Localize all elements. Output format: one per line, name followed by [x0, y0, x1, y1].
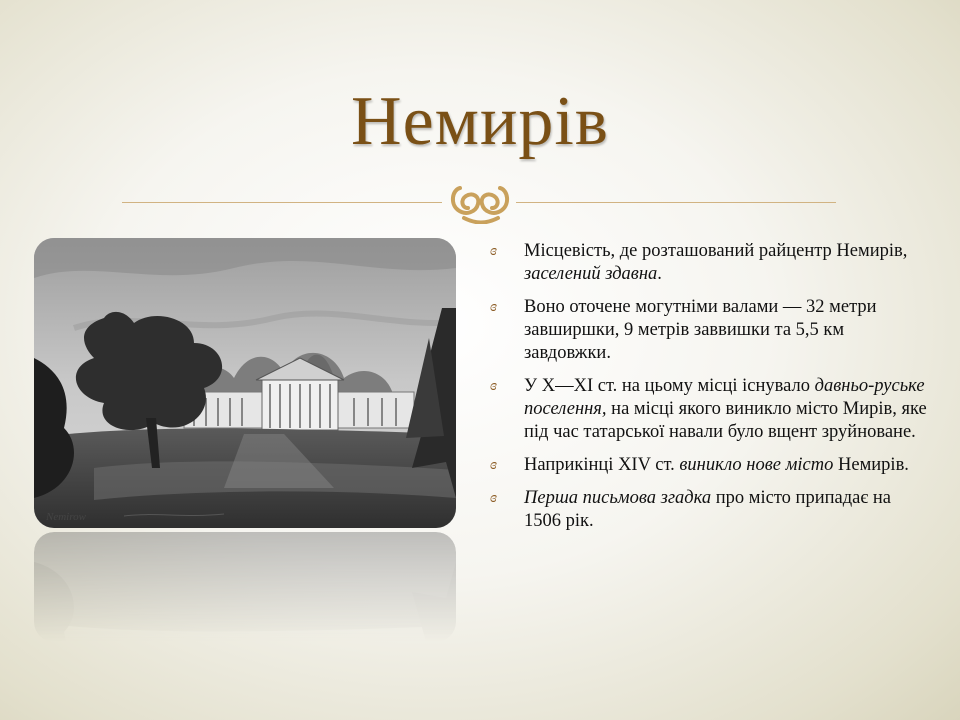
- palace-engraving-drawing: [34, 238, 456, 528]
- swirl-bullet-icon: ɞ: [490, 457, 498, 473]
- swirl-bullet-icon: ɞ: [490, 378, 498, 394]
- list-item: [490, 375, 930, 444]
- list-item: [490, 296, 930, 365]
- swirl-bullet-icon: ɞ: [490, 299, 498, 315]
- swirl-bullet-icon: ɞ: [490, 243, 498, 259]
- photo-caption: Nemirow: [46, 511, 86, 523]
- bullet-emphasis: заселений здавна: [524, 264, 658, 284]
- title-divider-left: [122, 202, 442, 203]
- bullet-text: на місці якого виникло місто Мирів, яке під час татарської навали було вщент зруйноване.: [524, 399, 927, 442]
- bullet-text: Воно оточене могутніми валами — 32 метри завширшки, 9 метрів заввишки та 5,5 км завдовжки.: [524, 297, 877, 363]
- list-item: [490, 487, 930, 533]
- bullet-list: [490, 240, 930, 543]
- bullet-emphasis: давньо-руське поселення,: [524, 376, 925, 419]
- photo-reflection: [34, 532, 456, 642]
- bullet-emphasis: виникло нове місто: [679, 455, 834, 475]
- palace-engraving-image: [34, 238, 456, 528]
- bullet-text: .: [657, 264, 662, 284]
- list-item: [490, 454, 930, 477]
- bullet-text: Наприкінці XIV ст.: [524, 455, 680, 475]
- title-divider-right: [516, 202, 836, 203]
- bullet-text: У X—XI ст. на цьому місці існувало: [524, 376, 815, 396]
- swirl-bullet-icon: ɞ: [490, 490, 498, 506]
- bullet-text: Місцевість, де розташований райцентр Немирів,: [524, 241, 908, 261]
- bullet-emphasis: Перша письмова згадка: [524, 488, 712, 508]
- slide-title: Немирів: [351, 83, 609, 160]
- bullet-text: Немирів.: [833, 455, 909, 475]
- bullet-text: про місто припадає на 1506 рік.: [524, 488, 892, 531]
- list-item: [490, 240, 930, 286]
- ornament-icon: [446, 180, 514, 224]
